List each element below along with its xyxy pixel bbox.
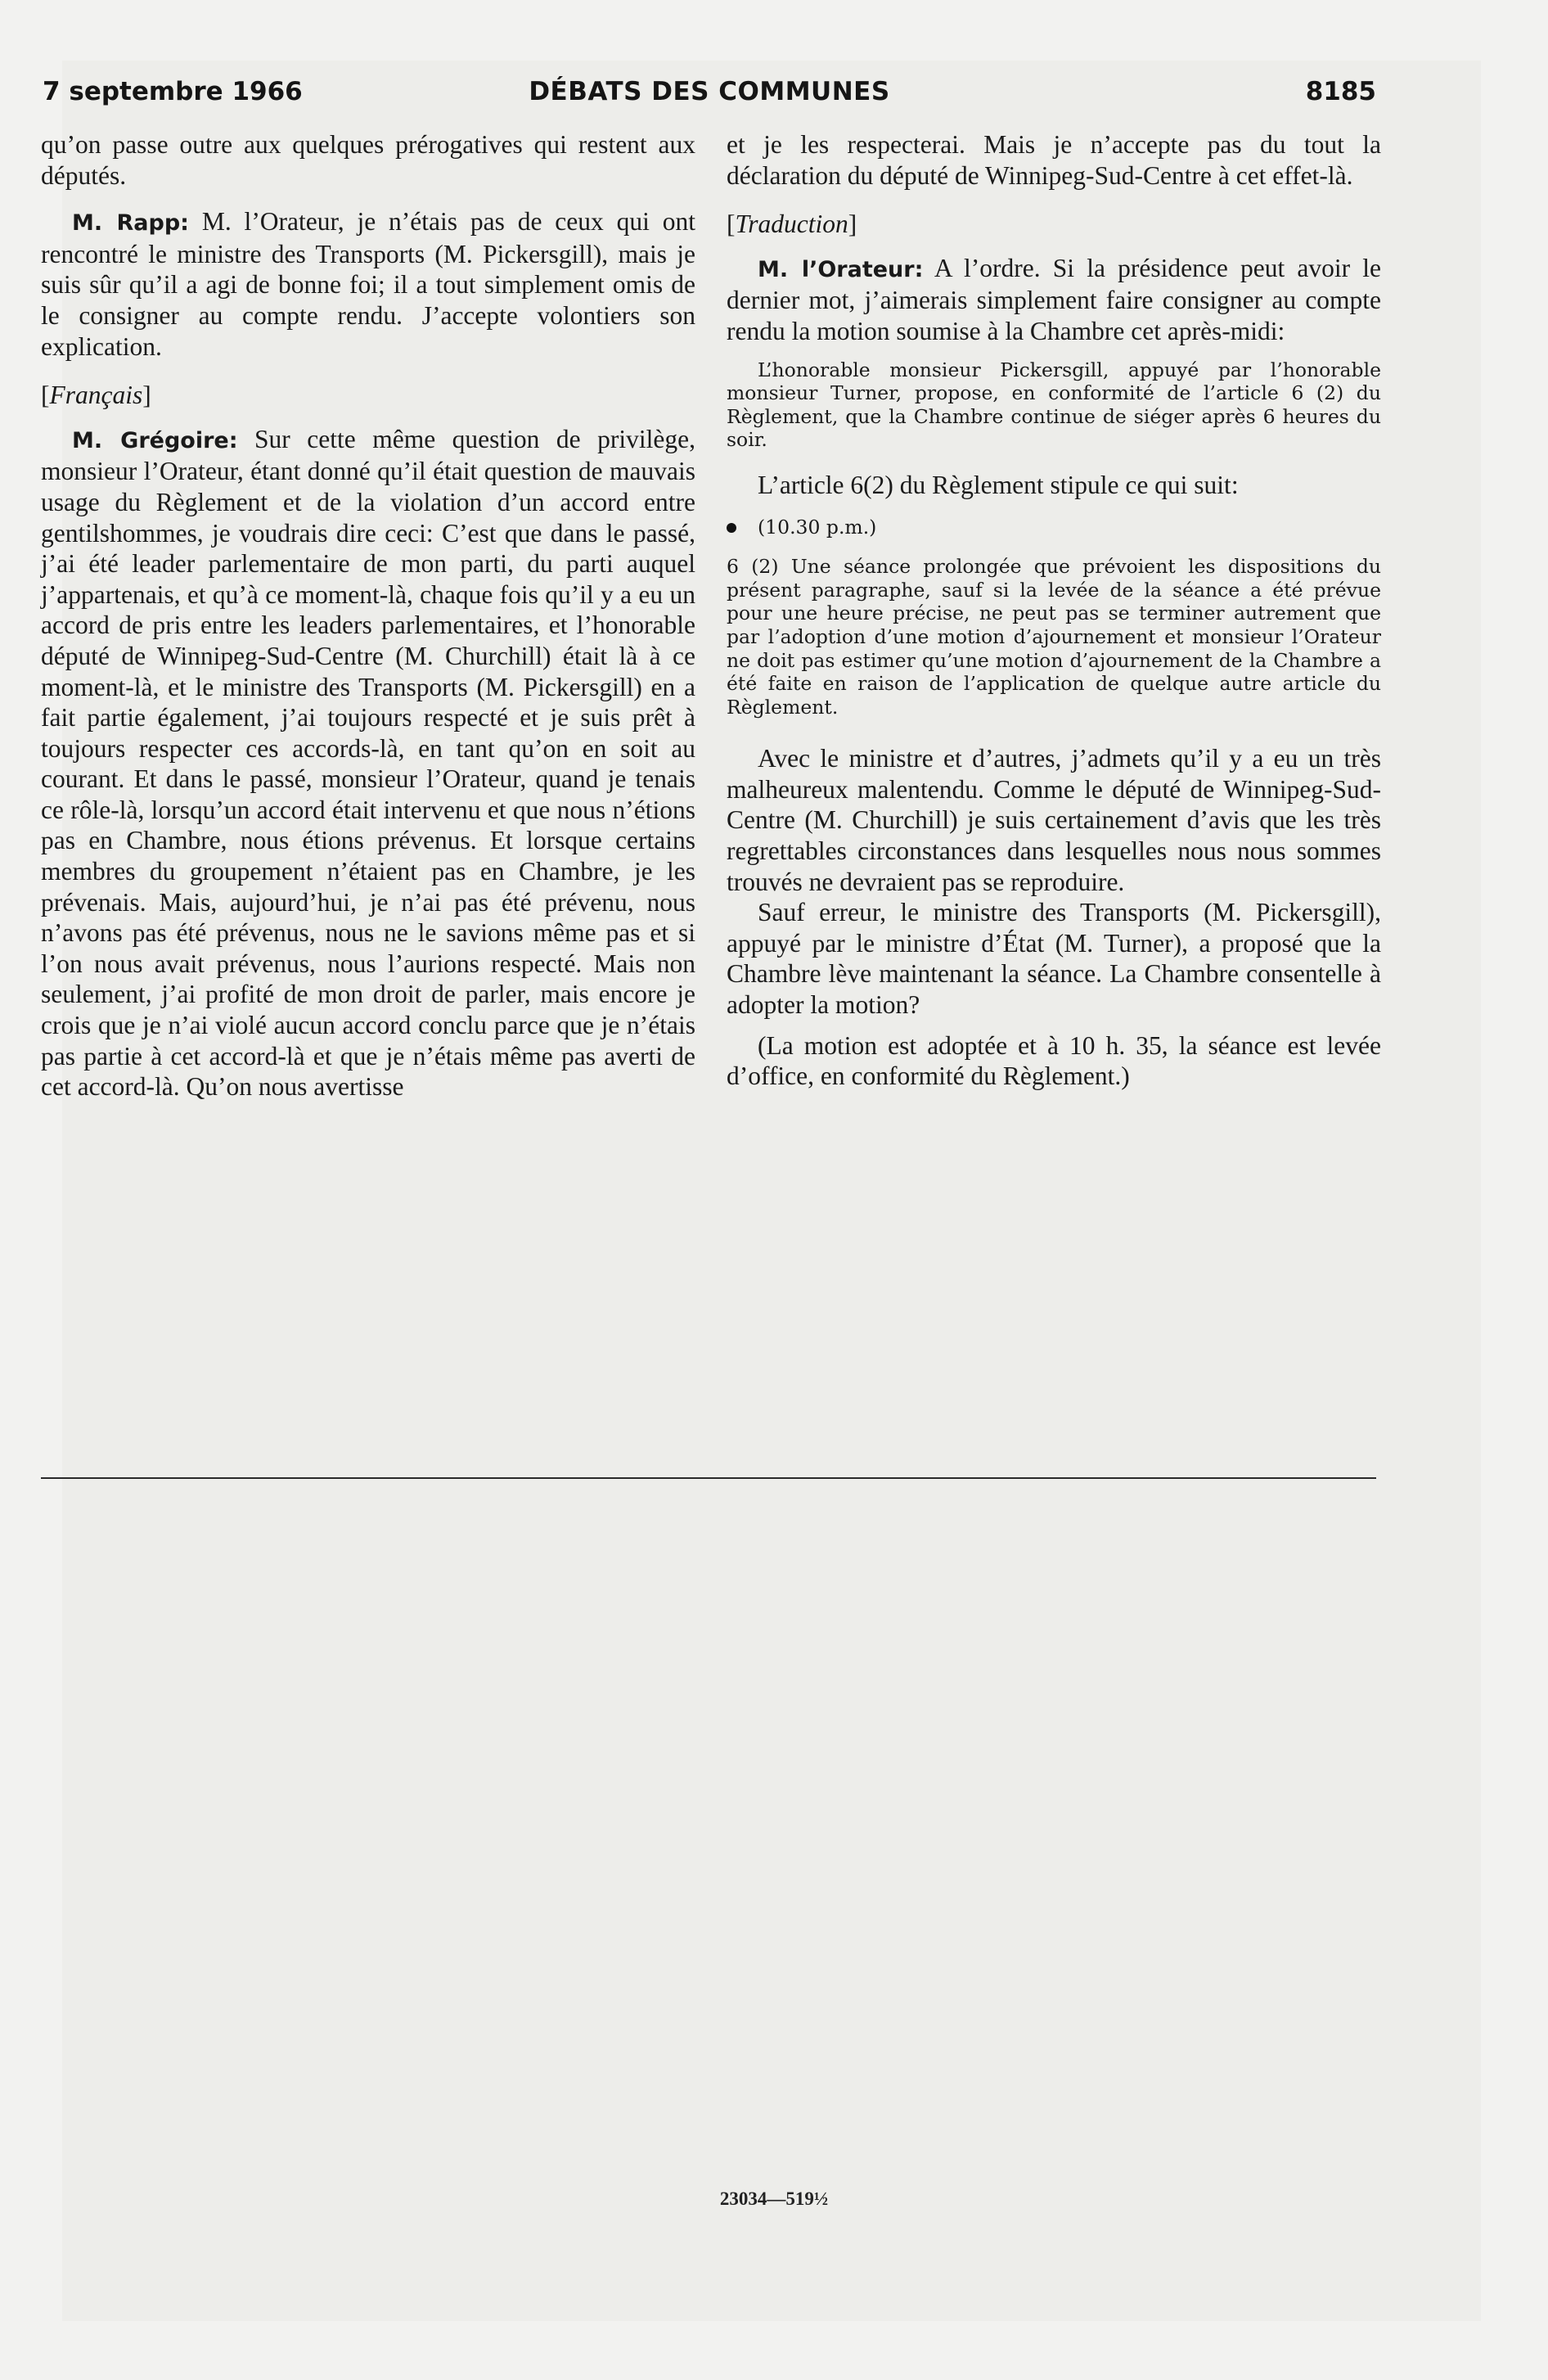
bracket-close: ] — [142, 381, 151, 410]
footer-number: 23034—519½ — [719, 2188, 829, 2209]
bracket-open: [ — [41, 381, 50, 410]
section-label — [727, 209, 1381, 240]
page-header — [43, 77, 1376, 116]
speaker-name: M. l’Orateur: — [758, 256, 924, 282]
paragraph: L’article 6(2) du Règlement stipule ce qui suit: — [758, 470, 1239, 499]
paragraph: (La motion est adoptée et à 10 h. 35, la séance est levée d’office, en conformité du Règlement.) — [727, 1030, 1381, 1091]
time-marker — [727, 516, 1381, 539]
paragraph: Avec le ministre et d’autres, j’admets qu’il y a eu un très malheureux malentendu. Comme le député de Winnipeg-Sud-Centre (M. Churchill) je suis certainement d’avis que les très regrettables circonstances dans lesquelles nous nous sommes trouvés ne devraient pas se reproduire. — [727, 744, 1381, 896]
horizontal-rule — [41, 1477, 1376, 1479]
section-label-text: Français — [49, 381, 143, 410]
bracket-close: ] — [848, 210, 857, 239]
bracket-open: [ — [727, 210, 736, 239]
motion-text: L’honorable monsieur Pickersgill, appuyé par l’honorable monsieur Turner, propose, en conformité de l’article 6 (2) du Règlement, que la Chambre continue de siéger après 6 heures du soir. — [727, 358, 1381, 452]
bullet-dot-icon — [727, 523, 736, 533]
header-date: 7 septembre 1966 — [43, 77, 303, 106]
speech-text: Sur cette même question de privilège, monsieur l’Orateur, étant donné qu’il était question de mauvais usage du Règlement et de la violation d’un accord entre gentilshommes, je voudrais dire ceci: C’est que dans le passé, j’ai été leader parlementaire de mon parti, du parti auquel j’appartenais, et qu’à ce moment-là, chaque fois qu’il y a eu un accord de pris entre les leaders parlementaires, et l’honorable député de Winnipeg-Sud-Centre (M. Churchill) était là à ce moment-là, et le ministre des Transports (M. Pickersgill) en a fait partie également, j’ai toujours respecté et je suis prêt à toujours respecter ces accords-là, en tant qu’on en soit au courant. Et dans le passé, monsieur l’Orateur, quand je tenais ce rôle-là, lorsqu’un accord était intervenu et que nous n’étions pas en Chambre, nous étions prévenus. Et lorsque certains membres du groupement n’étaient pas en Chambre, je les prévenais. Mais, aujourd’hui, je n’ai pas été prévenu, nous n’avons pas été prévenus, nous ne le savions même pas et si l’on nous avait prévenus, nous l’aurions respecté. Mais non seulement, j’ai profité de mon droit de parler, mais encore je crois que je n’ai violé aucun accord conclu parce que je n’étais pas partie à cet accord-là et que je n’étais même pas averti de cet accord-là. Qu’on nous avertisse — [41, 424, 695, 1102]
paragraph: Sauf erreur, le ministre des Transports (M. Pickersgill), appuyé par le ministre d’État (M. Turner), a proposé que la Chambre lève maintenant la séance. La Chambre consentelle à adopter la motion? — [727, 898, 1381, 1020]
speech-text: A l’ordre. Si la présidence peut avoir le dernier mot, j’aimerais simplement faire consigner au compte rendu la motion soumise à la Chambre cet après-midi: — [727, 253, 1382, 345]
paragraph — [727, 253, 1381, 347]
paragraph: et je les respecterai. Mais je n’accepte pas du tout la déclaration du député de Winnipeg-Sud-Centre à cet effet-là. — [727, 130, 1381, 190]
left-column — [41, 129, 695, 1102]
paragraph: qu’on passe outre aux quelques prérogatives qui restent aux députés. — [41, 130, 695, 190]
section-label-text: Traduction — [735, 210, 848, 239]
speech-text: M. l’Orateur, je n’étais pas de ceux qui ont rencontré le ministre des Transports (M. Pickersgill), mais je suis sûr qu’il a agi de bonne foi; il a tout simplement omis de le consigner au compte rendu. J’accepte volontiers son explication. — [41, 207, 695, 361]
speaker-name: M. Grégoire: — [72, 427, 238, 453]
speaker-name: M. Rapp: — [72, 210, 189, 237]
paragraph — [41, 206, 695, 362]
header-page-number: 8185 — [1305, 77, 1376, 106]
paragraph — [41, 424, 695, 1102]
time-marker-text: (10.30 p.m.) — [758, 515, 877, 539]
right-column — [727, 129, 1381, 1092]
rule-text: 6 (2) Une séance prolongée que prévoient les dispositions du présent paragraphe, sauf si la levée de la séance a été prévue pour une heure précise, ne peut pas se terminer autrement que par l’adoption d’une motion d’ajournement et monsieur l’Orateur ne doit pas estimer qu’une motion d’ajournement de la Chambre a été faite en raison de l’application de quelque autre article du Règlement. — [727, 555, 1381, 719]
header-title: DÉBATS DES COMMUNES — [529, 77, 890, 106]
section-label — [41, 380, 695, 411]
